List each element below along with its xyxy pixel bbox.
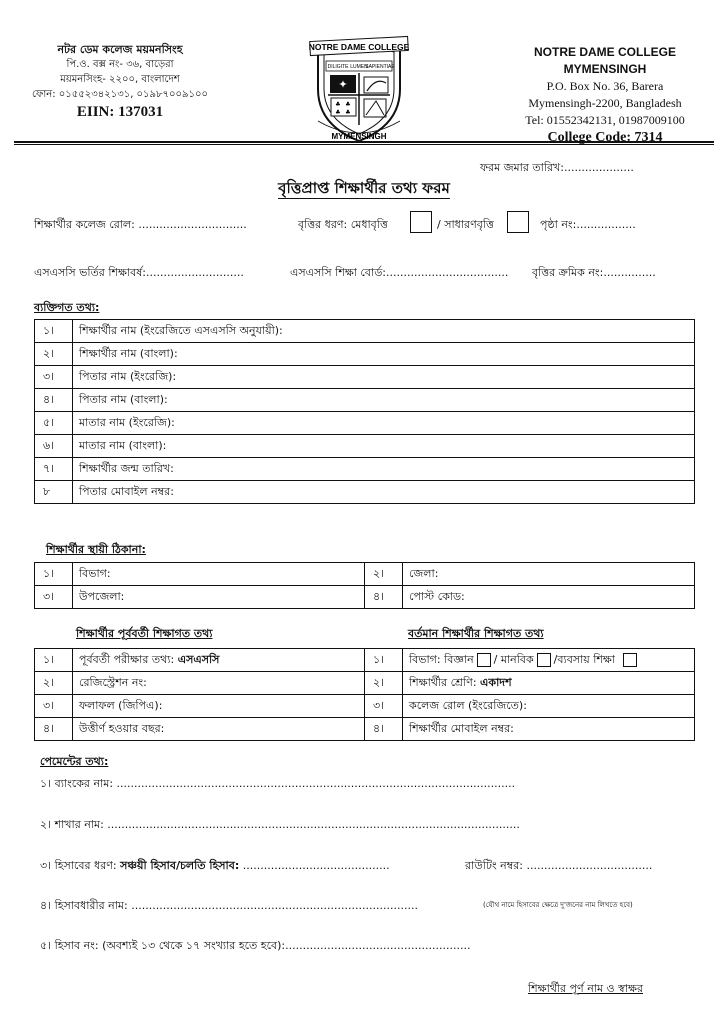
row-number: ১।	[365, 649, 403, 672]
personal-info-row[interactable]	[35, 389, 695, 412]
education-row[interactable]	[35, 649, 695, 672]
personal-field-label: শিক্ষার্থীর নাম (ইংরেজিতে এসএসসি অনুযায়ী):	[73, 320, 695, 343]
header-divider-thin	[14, 144, 714, 145]
personal-info-row[interactable]	[35, 320, 695, 343]
po-box-bangla: পি.ও. বক্স নং- ৩৬, বাড়েরা	[66, 59, 174, 70]
business-option: /ব্যবসায় শিক্ষা	[553, 652, 616, 666]
header-divider	[14, 141, 714, 143]
field-label: বিভাগ:	[409, 652, 441, 666]
field-label: শিক্ষার্থীর মোবাইল নম্বর:	[409, 721, 514, 735]
personal-field-label: পিতার নাম (বাংলা):	[73, 389, 695, 412]
college-code: College Code: 7314	[547, 130, 663, 145]
personal-field-label: মাতার নাম (ইংরেজি):	[73, 412, 695, 435]
address-field-label: জেলা:	[403, 563, 695, 586]
svg-text:♣: ♣	[335, 101, 341, 108]
education-row[interactable]	[35, 672, 695, 695]
form-title-text: বৃত্তিপ্রাপ্ত শিক্ষার্থীর তথ্য ফরম	[278, 179, 450, 197]
row-number: ১।	[35, 320, 73, 343]
svg-text:♣: ♣	[345, 109, 351, 116]
row-number: ৩।	[365, 695, 403, 718]
row-number: ৪।	[35, 389, 73, 412]
address-field-label: উপজেলা:	[73, 586, 365, 609]
education-row[interactable]	[35, 718, 695, 741]
merit-checkbox[interactable]	[410, 211, 432, 233]
personal-field-label: শিক্ষার্থীর নাম (বাংলা):	[73, 343, 695, 366]
row-number: ২।	[35, 343, 73, 366]
form-title	[0, 177, 728, 202]
general-scholarship-label: / সাধারণবৃত্তি	[437, 218, 494, 231]
scholarship-serial-field[interactable]: বৃত্তির ক্রমিক নং:...............	[532, 266, 656, 279]
account-number-field[interactable]: ৫। হিসাব নং: (অবশ্যই ১৩ থেকে ১৭ সংখ্যার হতে হবে):.....................................................	[40, 939, 471, 952]
phone-bangla: ফোন: ০১৫৫২৩৪২১৩১, ০১৯৮৭০০৯১০০	[31, 89, 209, 100]
submission-date-field[interactable]: ফরম জমার তারিখ:....................	[480, 161, 634, 174]
science-option: বিজ্ঞান	[444, 652, 474, 666]
current-education-heading: বর্তমান শিক্ষার্থীর শিক্ষাগত তথ্য	[408, 627, 544, 640]
humanities-option: / মানবিক	[493, 652, 534, 666]
logo-left-text: DILIGITE	[327, 64, 349, 70]
row-number: ২।	[35, 672, 73, 695]
svg-text:♣: ♣	[345, 101, 351, 108]
current-education-field	[403, 718, 695, 741]
personal-field-label: পিতার নাম (ইংরেজি):	[73, 366, 695, 389]
row-number: ১।	[35, 649, 73, 672]
row-number: ২।	[365, 672, 403, 695]
header-english	[500, 44, 710, 146]
branch-name-field[interactable]: ২। শাখার নাম: ......................................................................................................................	[40, 818, 520, 831]
personal-info-row[interactable]	[35, 412, 695, 435]
logo-bottom-text: MYMENSINGH	[331, 132, 387, 141]
logo-right-text: SAPIENTIAE	[365, 64, 395, 70]
previous-education-field	[73, 672, 365, 695]
business-checkbox[interactable]	[623, 653, 637, 667]
college-name-bangla: নটর ডেম কলেজ ময়মনসিংহ	[57, 43, 183, 56]
field-value: একাদশ	[480, 675, 512, 689]
personal-info-row[interactable]	[35, 366, 695, 389]
department-field	[403, 649, 695, 672]
city-bangla: ময়মনসিংহ- ২২০০, বাংলাদেশ	[60, 74, 180, 85]
row-number: ৪।	[365, 718, 403, 741]
row-number: ৪।	[365, 586, 403, 609]
bank-name-field[interactable]: ১। ব্যাংকের নাম: ..................................................................................................................	[40, 777, 516, 790]
personal-info-row[interactable]	[35, 343, 695, 366]
row-number: ৪।	[35, 718, 73, 741]
logo-top-text: NOTRE DAME COLLEGE	[308, 42, 410, 52]
field-label: শিক্ষার্থীর শ্রেণি:	[409, 675, 477, 689]
personal-info-table	[34, 319, 695, 504]
college-roll-field[interactable]: শিক্ষার্থীর কলেজ রোল: ...............................	[34, 218, 247, 231]
city-english: Mymensingh-2200, Bangladesh	[528, 96, 682, 110]
college-name-english: NOTRE DAME COLLEGE MYMENSINGH	[533, 45, 676, 76]
previous-education-field	[73, 649, 365, 672]
row-number: ১।	[35, 563, 73, 586]
personal-info-row[interactable]	[35, 435, 695, 458]
po-box-english: P.O. Box No. 36, Barera	[546, 79, 664, 93]
account-type-label: ৩। হিসাবের ধরণ:	[40, 859, 117, 872]
address-table	[34, 562, 695, 609]
svg-text:♣: ♣	[335, 109, 341, 116]
education-row[interactable]	[35, 695, 695, 718]
address-heading: শিক্ষার্থীর স্থায়ী ঠিকানা:	[46, 543, 146, 556]
address-row[interactable]	[35, 563, 695, 586]
row-number: ৫।	[35, 412, 73, 435]
personal-field-label: শিক্ষার্থীর জন্ম তারিখ:	[73, 458, 695, 481]
field-label: ফলাফল (জিপিএ):	[79, 698, 163, 712]
science-checkbox[interactable]	[477, 653, 491, 667]
ssc-board-field[interactable]: এসএসসি শিক্ষা বোর্ড:...................................	[290, 266, 509, 279]
row-number: ৭।	[35, 458, 73, 481]
scholarship-type-label: বৃত্তির ধরণ: মেধাবৃত্তি	[298, 218, 388, 231]
humanities-checkbox[interactable]	[537, 653, 551, 667]
education-table	[34, 648, 695, 741]
ssc-year-field[interactable]: এসএসসি ভর্তির শিক্ষাবর্ষ:............................	[34, 266, 244, 279]
personal-field-label: পিতার মোবাইল নম্বর:	[73, 481, 695, 504]
payment-heading: পেমেন্টের তথ্য:	[40, 755, 109, 768]
address-field-label: বিভাগ:	[73, 563, 365, 586]
personal-info-heading: ব্যক্তিগত তথ্য:	[34, 301, 100, 314]
field-label: কলেজ রোল (ইংরেজিতে):	[409, 698, 527, 712]
previous-education-heading: শিক্ষার্থীর পূর্ববর্তী শিক্ষাগত তথ্য	[76, 627, 213, 640]
eiin: EIIN: 137031	[76, 104, 164, 120]
personal-field-label: মাতার নাম (বাংলা):	[73, 435, 695, 458]
row-number: ২।	[365, 563, 403, 586]
page-number-field[interactable]: পৃষ্ঠা নং:.................	[540, 218, 636, 231]
personal-info-row[interactable]	[35, 481, 695, 504]
current-education-field	[403, 695, 695, 718]
previous-education-field	[73, 695, 365, 718]
joint-account-note: (যৌথ নামে হিসাবের ক্ষেত্রে দু'জনের নাম লিখতে হবে)	[483, 901, 633, 909]
row-number: ৩।	[35, 695, 73, 718]
previous-education-field	[73, 718, 365, 741]
field-label: উত্তীর্ণ হওয়ার বছর:	[79, 721, 165, 735]
field-value: এসএসসি	[177, 652, 220, 666]
logo-mid-text: LUMEN	[350, 64, 368, 70]
college-crest-logo	[304, 33, 414, 145]
row-number: ৬।	[35, 435, 73, 458]
row-number: ৩।	[35, 366, 73, 389]
phone-english: Tel: 01552342131, 01987009100	[525, 113, 685, 127]
signature-label: শিক্ষার্থীর পূর্ণ নাম ও স্বাক্ষর	[528, 982, 643, 995]
header-bangla	[20, 42, 220, 120]
svg-text:✦: ✦	[338, 78, 348, 91]
general-checkbox[interactable]	[507, 211, 529, 233]
personal-info-row[interactable]	[35, 458, 695, 481]
row-number: ৮	[35, 481, 73, 504]
account-type-dots: ..........................................	[242, 859, 390, 872]
account-holder-field[interactable]: ৪। হিসাবধারীর নাম: ..................................................................................	[40, 899, 418, 912]
address-field-label: পোস্ট কোড:	[403, 586, 695, 609]
account-type-options: সঞ্চয়ী হিসাব/চলতি হিসাব:	[120, 859, 240, 872]
routing-number-field[interactable]: রাউটিং নম্বর: ....................................	[465, 859, 653, 872]
address-row[interactable]	[35, 586, 695, 609]
field-label: রেজিস্ট্রেশন নং:	[79, 675, 147, 689]
account-type-field[interactable]	[40, 857, 390, 876]
current-education-field	[403, 672, 695, 695]
row-number: ৩।	[35, 586, 73, 609]
field-label: পূর্ববর্তী পরীক্ষার তথ্য:	[79, 652, 175, 666]
